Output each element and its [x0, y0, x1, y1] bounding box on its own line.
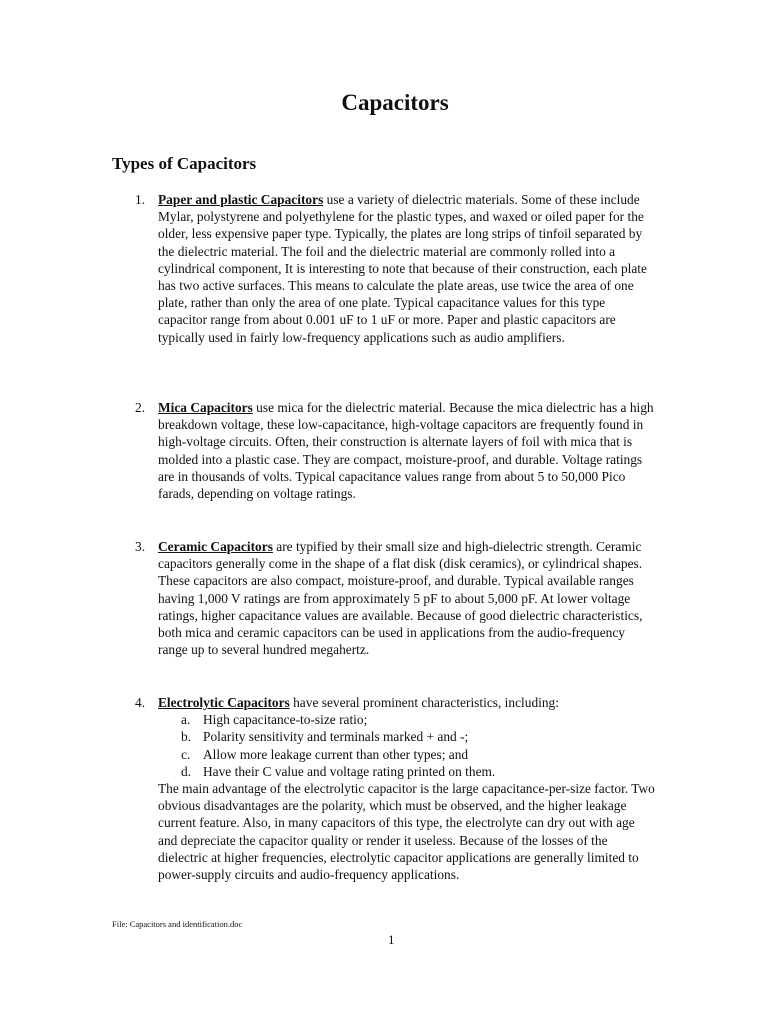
list-item-number: 2.: [135, 400, 146, 415]
list-item-number: 1.: [135, 192, 146, 207]
sub-list-item: [158, 728, 655, 745]
list-item-title: Ceramic Capacitors: [158, 539, 273, 554]
sub-list-text: Allow more leakage current than other types; and: [203, 746, 469, 762]
list-item-text: have several prominent characteristics, including:: [289, 695, 559, 710]
sub-list-text: Polarity sensitivity and terminals marked + and -;: [203, 729, 469, 745]
footer-file-name: File: Capacitors and identification.doc: [112, 919, 243, 929]
page-title: Capacitors: [341, 90, 449, 115]
sub-list-item: [158, 746, 655, 763]
sub-list-text: High capacitance-to-size ratio;: [203, 712, 368, 728]
sub-list-letter: b.: [181, 729, 192, 745]
sub-list: [158, 711, 655, 780]
list-item-ceramic: [135, 538, 655, 658]
list-item-title: Mica Capacitors: [158, 400, 253, 415]
list-item-number: 3.: [135, 539, 146, 554]
sub-list-item: [158, 763, 655, 780]
sub-list-letter: c.: [181, 746, 191, 762]
list-item-title: Paper and plastic Capacitors: [158, 192, 324, 207]
sub-list-text: Have their C value and voltage rating printed on them.: [203, 763, 496, 779]
list-item-body: [158, 191, 655, 346]
list-item-title: Electrolytic Capacitors: [158, 695, 290, 710]
list-item-body: [158, 538, 655, 658]
page-number: 1: [388, 932, 395, 947]
list-item-paper-plastic: [135, 191, 655, 346]
list-item-text: are typified by their small size and high-dielectric strength. Ceramic capacitors generally come in the shape of a flat disk (disk ceramics), or cylindrical shapes. These capacitors are also compact, moisture-proof, and durable. Typical available ranges having 1,000 V ratings are from approximately 5 pF to about 5,000 pF. At lower voltage ratings, higher capacitance values are available. Because of good dielectric characteristics, both mica and ceramic capacitors can be used in applications from the audio-frequency range up to several hundred megahertz.: [158, 539, 643, 658]
sub-list-letter: a.: [181, 712, 191, 728]
list-item-electrolytic: [135, 694, 655, 883]
sub-list-letter: d.: [181, 763, 192, 779]
section-heading: Types of Capacitors: [112, 154, 257, 173]
list-item-body: [158, 399, 655, 502]
list-item-text: use a variety of dielectric materials. Some of these include Mylar, polystyrene and polyethylene for the plastic types, and waxed or oiled paper for the older, less expensive paper type. Typically, the plates are long strips of tinfoil separated by the dielectric material. The foil and the dielectric material are commonly rolled into a cylindrical component, It is interesting to note that because of their construction, each plate has two active surfaces. This means to calculate the plate areas, use twice the area of one plate, rather than only the area of one plate. Typical capacitance values for this type capacitor range from about 0.001 uF to 1 uF or more. Paper and plastic capacitors are typically used in fairly low-frequency applications such as audio amplifiers.: [158, 192, 647, 345]
sub-list-item: [158, 711, 655, 728]
list-item-after-text: The main advantage of the electrolytic capacitor is the large capacitance-per-size factor. Two obvious disadvantages are the polarity, which must be observed, and the higher leakage current feature. Also, in many capacitors of this type, the electrolyte can dry out with age and depreciate the capacitor quality or render it useless. Because of the losses of the dielectric at higher frequencies, electrolytic capacitor applications are generally limited to power-supply circuits and audio-frequency applications.: [158, 781, 655, 883]
list-item-number: 4.: [135, 695, 146, 710]
list-item-body: [158, 694, 655, 883]
list-item-mica: [135, 399, 655, 502]
list-item-text: use mica for the dielectric material. Because the mica dielectric has a high breakdown voltage, these low-capacitance, high-voltage capacitors are frequently found in high-voltage circuits. Often, their construction is alternate layers of foil with mica that is molded into a plastic case. They are compact, moisture-proof, and durable. Voltage ratings are in thousands of volts. Typical capacitance values range from about 5 to 50,000 Pico farads, depending on voltage ratings.: [158, 400, 654, 502]
